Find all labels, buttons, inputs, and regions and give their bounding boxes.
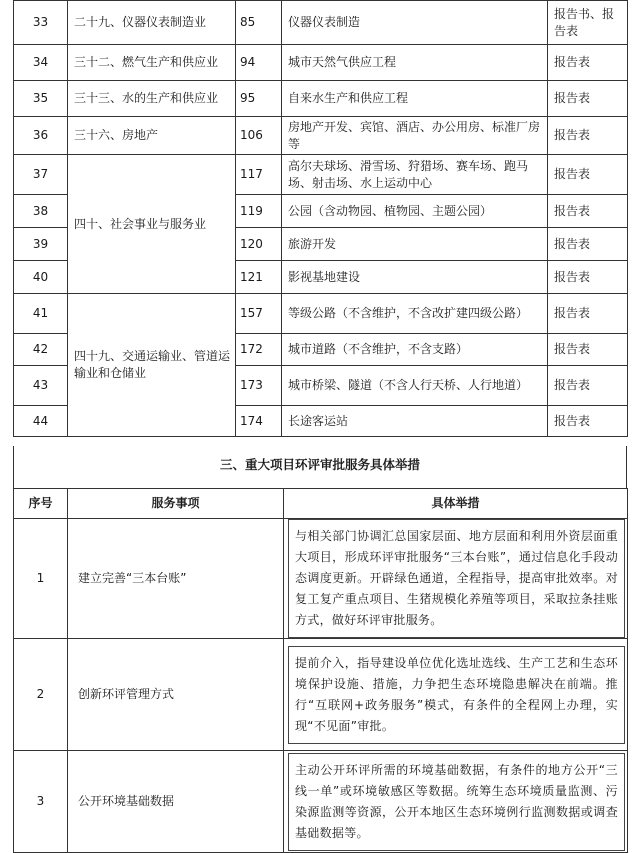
row-seq: 39 <box>14 228 68 261</box>
project-category: 旅游开发 <box>282 228 548 261</box>
project-category: 房地产开发、宾馆、酒店、办公用房、标准厂房等 <box>282 117 548 155</box>
table-row <box>14 519 628 639</box>
item-code: 174 <box>236 406 282 437</box>
item-code: 172 <box>236 334 282 366</box>
service-item: 创新环评管理方式 <box>68 639 284 751</box>
project-category: 高尔夫球场、滑雪场、狩猎场、赛车场、跑马场、射击场、水上运动中心 <box>282 155 548 195</box>
industry-category: 三十二、燃气生产和供应业 <box>68 45 236 81</box>
row-seq: 2 <box>14 639 68 751</box>
table-row <box>14 751 628 853</box>
table-row <box>14 1 628 45</box>
industry-category: 二十九、仪器仪表制造业 <box>68 1 236 45</box>
industry-category: 三十三、水的生产和供应业 <box>68 81 236 117</box>
row-seq: 44 <box>14 406 68 437</box>
eia-document-type: 报告书、报告表 <box>548 1 628 45</box>
project-category: 影视基地建设 <box>282 261 548 294</box>
project-category: 长途客运站 <box>282 406 548 437</box>
project-category: 仪器仪表制造 <box>282 1 548 45</box>
table-row <box>14 45 628 81</box>
row-seq: 37 <box>14 155 68 195</box>
measure-detail: 与相关部门协调汇总国家层面、地方层面和利用外资层面重大项目，形成环评审批服务“三本台账”，通过信息化手段动态调度更新。开辟绿色通道，全程指导，提高审批效率。对复工复产重点项目、生猪规模化养殖等项目，采取拉条挂账方式，做好环评审批服务。 <box>288 519 625 638</box>
item-code: 119 <box>236 195 282 228</box>
item-code: 173 <box>236 366 282 406</box>
row-seq: 42 <box>14 334 68 366</box>
header-service-item: 服务事项 <box>68 489 284 519</box>
row-seq: 33 <box>14 1 68 45</box>
eia-document-type: 报告表 <box>548 228 628 261</box>
row-seq: 40 <box>14 261 68 294</box>
eia-document-type: 报告表 <box>548 155 628 195</box>
eia-document-type: 报告表 <box>548 81 628 117</box>
row-seq: 1 <box>14 519 68 639</box>
section-title: 三、重大项目环评审批服务具体举措 <box>13 446 627 488</box>
eia-document-type: 报告表 <box>548 294 628 334</box>
eia-document-type: 报告表 <box>548 45 628 81</box>
eia-document-type: 报告表 <box>548 366 628 406</box>
eia-document-type: 报告表 <box>548 117 628 155</box>
row-seq: 43 <box>14 366 68 406</box>
industry-category-transport: 四十九、交通运输业、管道运输业和仓储业 <box>68 294 236 437</box>
row-seq: 38 <box>14 195 68 228</box>
table-row <box>14 117 628 155</box>
measure-detail: 提前介入，指导建设单位优化选址选线、生产工艺和生态环境保护设施、措施，力争把生态环境隐患解决在前端。推行“互联网+政务服务”模式，有条件的全程网上办理，实现“不见面”审批。 <box>288 646 625 744</box>
row-seq: 35 <box>14 81 68 117</box>
item-code: 85 <box>236 1 282 45</box>
item-code: 106 <box>236 117 282 155</box>
header-detail: 具体举措 <box>284 489 628 519</box>
table-row <box>14 155 628 195</box>
project-category: 等级公路（不含维护，不含改扩建四级公路） <box>282 294 548 334</box>
service-measures-table <box>13 488 628 853</box>
table-header-row <box>14 489 628 519</box>
eia-document-type: 报告表 <box>548 334 628 366</box>
table-row <box>14 639 628 751</box>
row-seq: 34 <box>14 45 68 81</box>
approval-list-table <box>13 0 628 437</box>
project-category: 城市道路（不含维护，不含支路） <box>282 334 548 366</box>
eia-document-type: 报告表 <box>548 195 628 228</box>
eia-document-type: 报告表 <box>548 261 628 294</box>
item-code: 94 <box>236 45 282 81</box>
item-code: 120 <box>236 228 282 261</box>
item-code: 117 <box>236 155 282 195</box>
service-item: 建立完善“三本台账” <box>68 519 284 639</box>
item-code: 121 <box>236 261 282 294</box>
project-category: 城市桥梁、隧道（不含人行天桥、人行地道） <box>282 366 548 406</box>
item-code: 157 <box>236 294 282 334</box>
table-row <box>14 294 628 334</box>
row-seq: 36 <box>14 117 68 155</box>
item-code: 95 <box>236 81 282 117</box>
project-category: 公园（含动物园、植物园、主题公园） <box>282 195 548 228</box>
row-seq: 41 <box>14 294 68 334</box>
table-row <box>14 81 628 117</box>
service-item: 公开环境基础数据 <box>68 751 284 853</box>
row-seq: 3 <box>14 751 68 853</box>
industry-category-social: 四十、社会事业与服务业 <box>68 155 236 294</box>
header-seq: 序号 <box>14 489 68 519</box>
project-category: 自来水生产和供应工程 <box>282 81 548 117</box>
industry-category: 三十六、房地产 <box>68 117 236 155</box>
eia-document-type: 报告表 <box>548 406 628 437</box>
project-category: 城市天然气供应工程 <box>282 45 548 81</box>
measure-detail: 主动公开环评所需的环境基础数据，有条件的地方公开“三线一单”或环境敏感区等数据。统筹生态环境质量监测、污染源监测等资源，公开本地区生态环境例行监测数据或调查基础数据等。 <box>288 753 625 851</box>
